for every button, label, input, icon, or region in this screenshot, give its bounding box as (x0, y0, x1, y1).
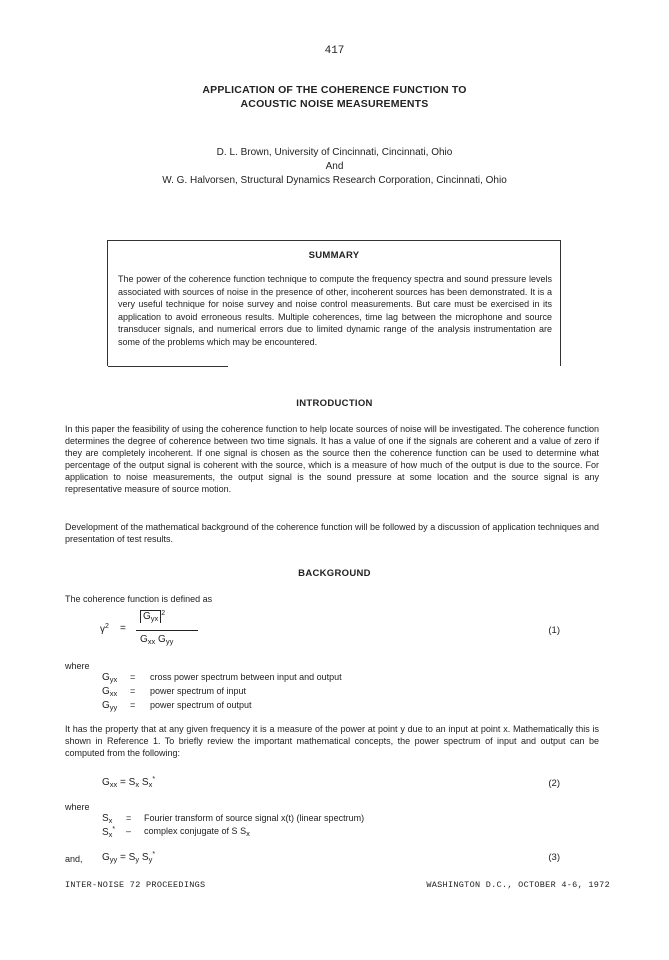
equation-3: $G_{yy} = S_y$ $S_y^*$ (102, 851, 156, 864)
fraction-bar (136, 630, 198, 631)
footer-right: WASHINGTON D.C., OCTOBER 4-6, 1972 (426, 880, 610, 890)
equation-2: $G_{xx} = S_x$ $S_x^*$ (102, 776, 156, 789)
definition-sx-conjugate-desc: complex conjugate of S $S_x$ (144, 826, 250, 838)
where-label-1: where (65, 661, 90, 671)
title-line-2: ACOUSTIC NOISE MEASUREMENTS (240, 98, 429, 110)
author-line-3: W. G. Halvorsen, Structural Dynamics Research Corporation, Cincinnati, Ohio (162, 175, 507, 186)
coherence-intro-text: The coherence function is defined as (65, 594, 213, 604)
definition-gyy-desc: power spectrum of output (150, 700, 252, 710)
numerator: $G_{yx}^2$ (140, 610, 165, 623)
introduction-paragraph-2: Development of the mathematical background of the coherence function will be followed by a discussion of application techniques and presentation of test results. (65, 522, 599, 544)
introduction-heading: INTRODUCTION (296, 398, 373, 409)
equation-2-number: (2) (548, 778, 560, 789)
introduction-paragraph-1: In this paper the feasibility of using the coherence function to help locate sources of noise will be investigated. The coherence function determines the degree of coherence between two time signals. It has a value of one if the signals are coherent and a value of zero if they are completely incoherent. If one signal is chosen as the source then the coherence function can be used to determine what percentage of the output signal is coherent with the source, which is a measure of how much of the output is due to the source. For application to noise measurements, the output signal is the sound pressure at some location and the source signal is any representative measure of source motion. (65, 424, 599, 494)
author-line-1: D. L. Brown, University of Cincinnati, Cincinnati, Ohio (216, 147, 453, 158)
equation-3-number: (3) (548, 852, 560, 863)
where-label-2: where (65, 802, 90, 812)
definition-gyx-desc: cross power spectrum between input and output (150, 672, 342, 682)
title-line-1: APPLICATION OF THE COHERENCE FUNCTION TO (202, 84, 467, 96)
background-paragraph: It has the property that at any given frequency it is a measure of the power at point y due to an input at point x. Mathematically this is shown in Reference 1. To briefly review the important mathematical concepts, the power spectrum of input and output can be computed from the following: (65, 724, 599, 758)
denominator: $G_{xx}$ $G_{yy}$ (140, 634, 174, 646)
summary-body: The power of the coherence function technique to compute the frequency spectra and sound pressure levels associated with sources of noise in the presence of other, incoherent sources has been demonstrated. It is a very useful technique for noise survey and noise control measurements. But care must be exercised in its application to avoid erroneous results. Multiple coherences, time lag between the microphone and source transducer signals, and numerical errors due to limited dynamic range of the analysis instrumentation are some of the problems which may be encountered. (118, 274, 552, 347)
and-label: and, (65, 854, 83, 864)
summary-box (107, 240, 561, 366)
page-number: 417 (324, 45, 345, 57)
authors (0, 146, 669, 188)
definition-sx-desc: Fourier transform of source signal x(t) (linear spectrum) (144, 813, 365, 823)
gamma-squared: $\gamma^2$ (100, 623, 109, 635)
equation-1-number: (1) (548, 625, 560, 636)
background-heading: BACKGROUND (298, 568, 371, 579)
author-line-2: And (325, 161, 344, 172)
footer-left: INTER-NOISE 72 PROCEEDINGS (65, 880, 206, 890)
paper-title (0, 83, 669, 111)
equals-sign: = (120, 623, 126, 634)
definition-gxx-desc: power spectrum of input (150, 686, 247, 696)
equation-1 (100, 610, 220, 650)
summary-heading: SUMMARY (308, 250, 360, 261)
